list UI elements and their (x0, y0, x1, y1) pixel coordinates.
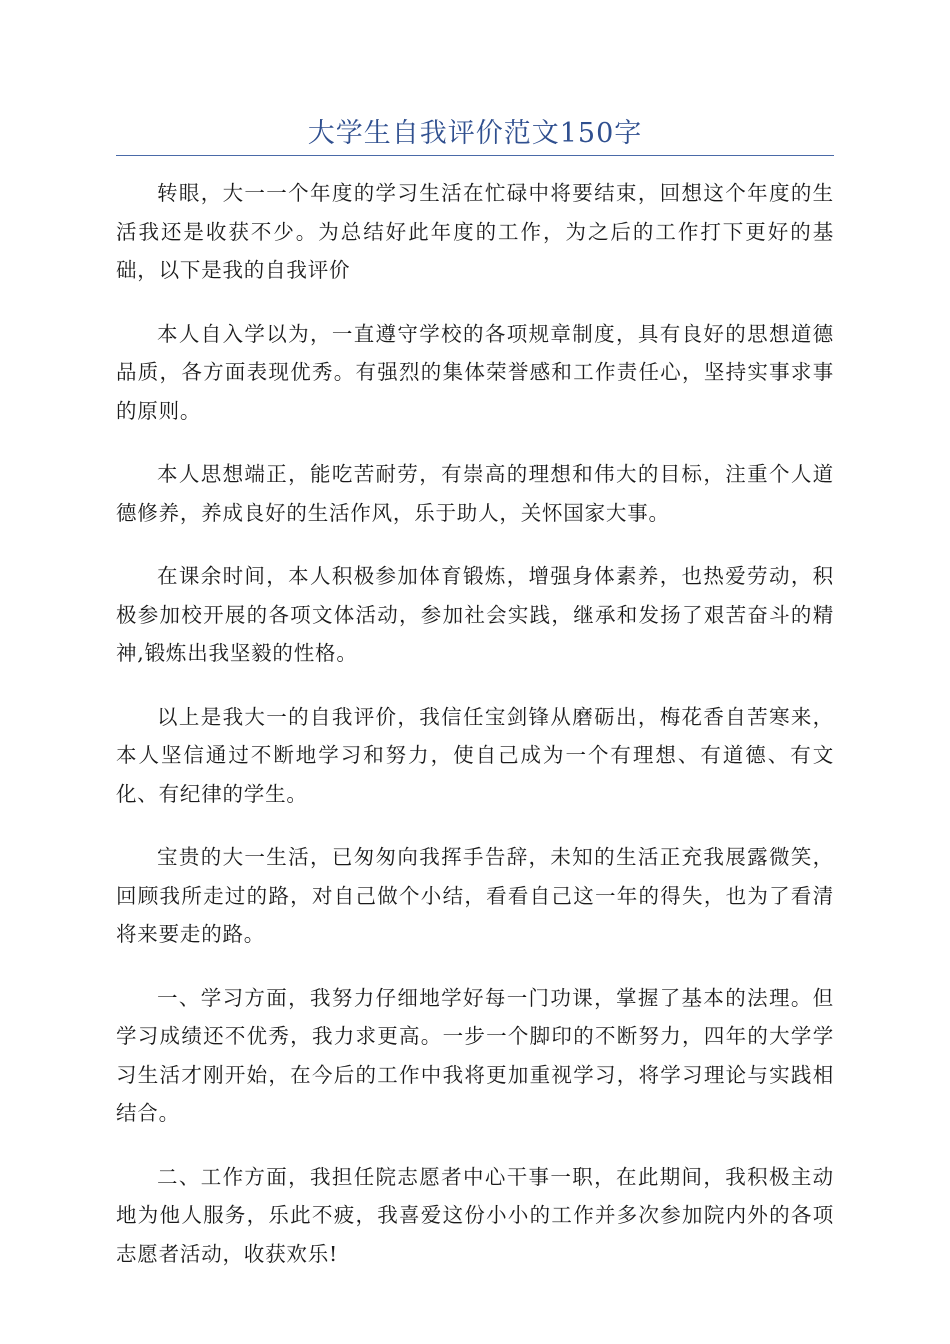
paragraph: 一、学习方面，我努力仔细地学好每一门功课，掌握了基本的法理。但学习成绩还不优秀，我力求更高。一步一个脚印的不断努力，四年的大学学习生活才刚开始，在今后的工作中我将更加重视学习，将学习理论与实践相结合。 (116, 985, 834, 1125)
paragraph: 转眼，大一一个年度的学习生活在忙碌中将要结束，回想这个年度的生活我还是收获不少。为总结好此年度的工作，为之后的工作打下更好的基础，以下是我的自我评价 (116, 181, 834, 282)
paragraph: 二、工作方面，我担任院志愿者中心干事一职，在此期间，我积极主动地为他人服务，乐此不疲，我喜爱这份小小的工作并多次参加院内外的各项志愿者活动，收获欢乐! (116, 1164, 834, 1266)
document-title: 大学生自我评价范文150字 (116, 112, 834, 156)
paragraph: 本人思想端正，能吃苦耐劳，有崇高的理想和伟大的目标，注重个人道德修养，养成良好的生活作风，乐于助人，关怀国家大事。 (116, 462, 834, 525)
paragraph: 宝贵的大一生活，已匆匆向我挥手告辞，未知的生活正充我展露微笑，回顾我所走过的路，对自己做个小结，看看自己这一年的得失，也为了看清将来要走的路。 (116, 845, 834, 946)
paragraph: 以上是我大一的自我评价，我信任宝剑锋从磨砺出，梅花香自苦寒来，本人坚信通过不断地学习和努力，使自己成为一个有理想、有道德、有文化、有纪律的学生。 (116, 704, 834, 806)
paragraph: 在课余时间，本人积极参加体育锻炼，增强身体素养，也热爱劳动，积极参加校开展的各项文体活动，参加社会实践，继承和发扬了艰苦奋斗的精神,锻炼出我坚毅的性格。 (116, 564, 834, 665)
document-body (116, 174, 834, 1298)
paragraph: 本人自入学以为，一直遵守学校的各项规章制度，具有良好的思想道德品质，各方面表现优秀。有强烈的集体荣誉感和工作责任心，坚持实事求事的原则。 (116, 321, 834, 423)
